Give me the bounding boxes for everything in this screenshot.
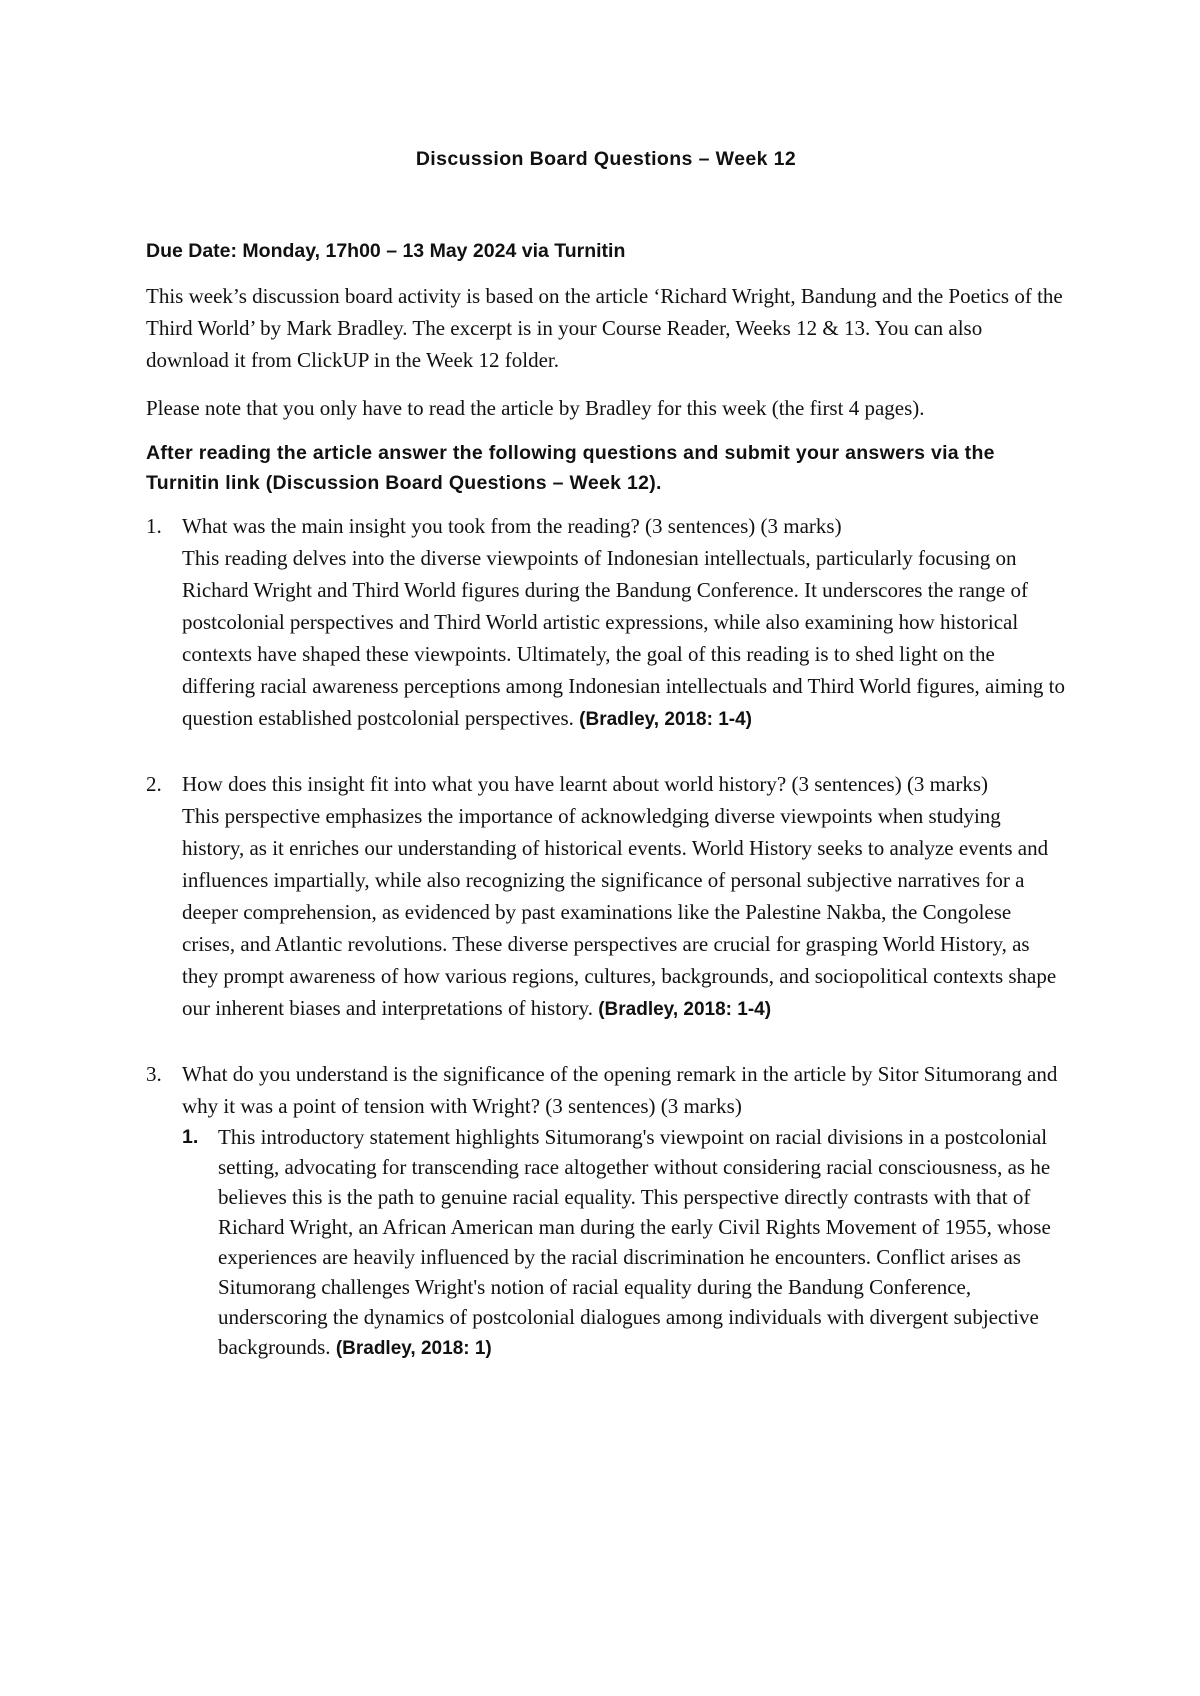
question-number: 3. bbox=[146, 1062, 162, 1086]
document-title: Discussion Board Questions – Week 12 bbox=[415, 148, 797, 170]
question-item-1 bbox=[146, 510, 1066, 736]
sub-answer-item bbox=[182, 1122, 1066, 1364]
document-content bbox=[146, 138, 1066, 1396]
intro-paragraph: This week’s discussion board activity is based on the article ‘Richard Wright, Bandung and the Poetics of the Third World’ by Mark Bradley. The excerpt is in your Course Reader, Weeks 12 & 13. You can also download it from ClickUP in the Week 12 folder. bbox=[146, 284, 1063, 372]
answer-text bbox=[218, 1122, 1066, 1364]
answer-body: This introductory statement highlights Situmorang's viewpoint on racial divisions in a postcolonial setting, advocating for transcending race altogether without considering racial consciousness, as he believes this is the path to genuine racial equality. This perspective directly contrasts with that of Richard Wright, an African American man during the early Civil Rights Movement of 1955, whose experiences are heavily influenced by the racial discrimination he encounters. Conflict arises as Situmorang challenges Wright's notion of racial equality during the Bandung Conference, underscoring the dynamics of postcolonial dialogues among individuals with divergent subjective backgrounds. bbox=[218, 1125, 1051, 1359]
answer-text bbox=[182, 800, 1066, 1026]
question-number: 1. bbox=[146, 514, 162, 538]
note-paragraph: Please note that you only have to read the article by Bradley for this week (the first 4 pages). bbox=[146, 396, 925, 420]
question-text: How does this insight fit into what you have learnt about world history? (3 sentences) (3 marks) bbox=[182, 772, 988, 796]
answer-text bbox=[182, 542, 1066, 736]
due-date: Due Date: Monday, 17h00 – 13 May 2024 via Turnitin bbox=[146, 240, 626, 262]
question-text: What was the main insight you took from the reading? (3 sentences) (3 marks) bbox=[182, 514, 842, 538]
citation: (Bradley, 2018: 1) bbox=[335, 1338, 492, 1359]
citation: (Bradley, 2018: 1-4) bbox=[579, 709, 753, 730]
sub-answer-list bbox=[182, 1122, 1066, 1364]
instructions: After reading the article answer the following questions and submit your answers via the Turnitin link (Discussion Board Questions – Week 12). bbox=[146, 442, 995, 494]
sub-answer-number: 1. bbox=[182, 1126, 199, 1148]
question-list bbox=[146, 510, 1066, 1364]
question-text: What do you understand is the significance of the opening remark in the article by Sitor Situmorang and why it was a point of tension with Wright? (3 sentences) (3 marks) bbox=[182, 1062, 1058, 1118]
question-item-3 bbox=[146, 1058, 1066, 1364]
answer-body: This perspective emphasizes the importance of acknowledging diverse viewpoints when studying history, as it enriches our understanding of historical events. World History seeks to analyze events and influences impartially, while also recognizing the significance of personal subjective narratives for a deeper comprehension, as evidenced by past examinations like the Palestine Nakba, the Congolese crises, and Atlantic revolutions. These diverse perspectives are crucial for grasping World History, as they prompt awareness of how various regions, cultures, backgrounds, and sociopolitical contexts shape our inherent biases and interpretations of history. bbox=[182, 804, 1057, 1020]
question-item-2 bbox=[146, 768, 1066, 1026]
answer-body: This reading delves into the diverse viewpoints of Indonesian intellectuals, particularly focusing on Richard Wright and Third World figures during the Bandung Conference. It underscores the range of postcolonial perspectives and Third World artistic expressions, while also examining how historical contexts have shaped these viewpoints. Ultimately, the goal of this reading is to shed light on the differing racial awareness perceptions among Indonesian intellectuals and Third World figures, aiming to question established postcolonial perspectives. bbox=[182, 546, 1065, 730]
citation: (Bradley, 2018: 1-4) bbox=[598, 999, 772, 1020]
question-number: 2. bbox=[146, 772, 162, 796]
